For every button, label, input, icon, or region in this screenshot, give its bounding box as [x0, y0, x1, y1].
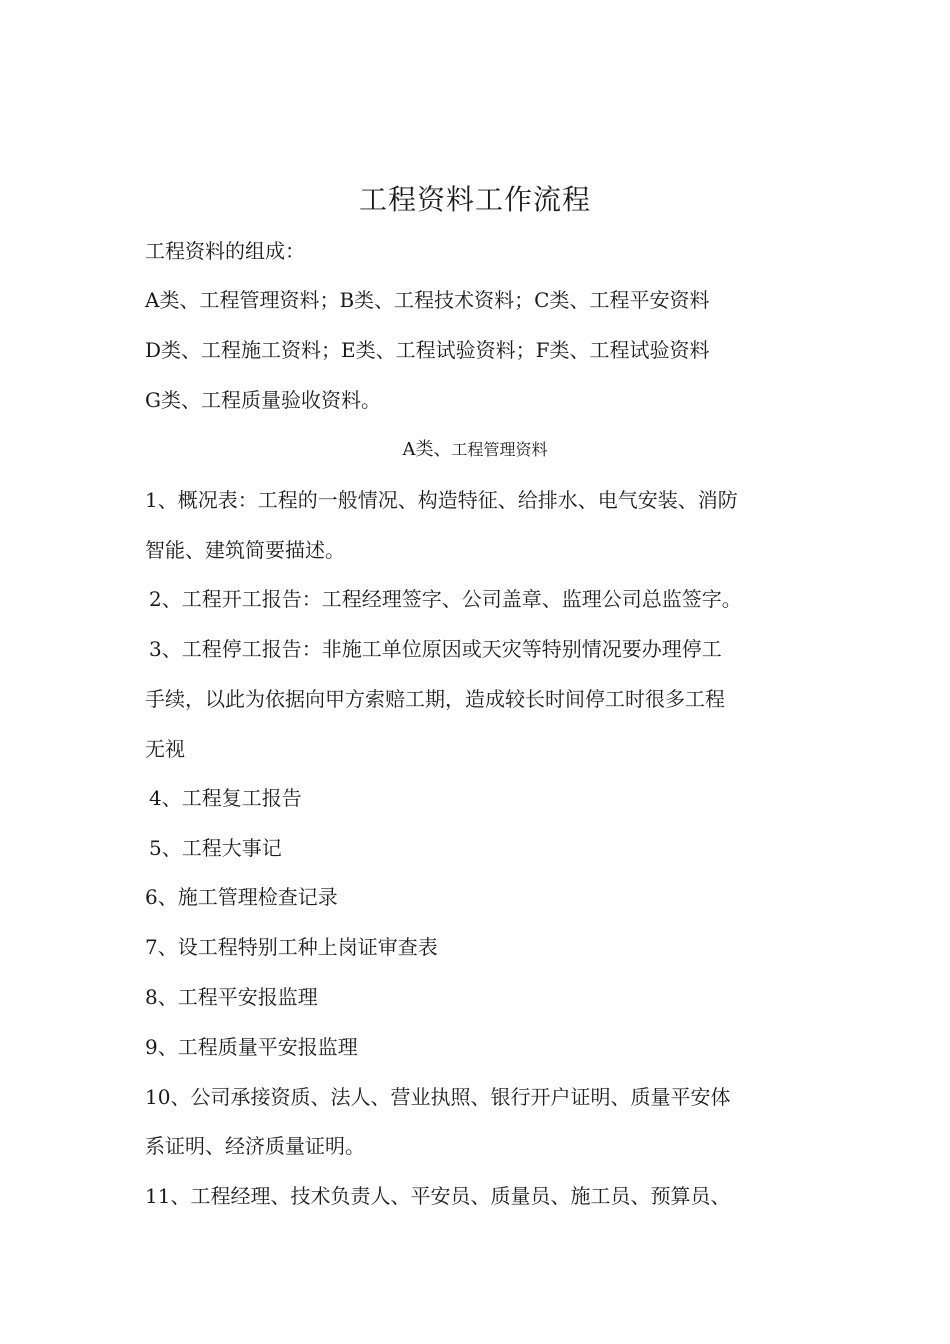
intro-text: 工程资料的组成： [145, 239, 305, 263]
list-item: 7、设工程特别工种上岗证审查表 [145, 935, 438, 959]
list-item: 10、公司承接资质、法人、营业执照、银行开户证明、质量平安体 [145, 1085, 731, 1109]
list-item: 1、概况表：工程的一般情况、构造特征、给排水、电气安装、消防 [145, 488, 738, 512]
list-item: 无视 [145, 737, 185, 761]
list-item: 4、工程复工报告 [149, 786, 302, 810]
list-item: 智能、建筑简要描述。 [145, 538, 345, 562]
category-line: A类、工程管理资料；B类、工程技术资料；C类、工程平安资料 [145, 288, 710, 312]
list-item: 11、工程经理、技术负责人、平安员、质量员、施工员、预算员、 [145, 1184, 731, 1208]
list-item: 2、工程开工报告：工程经理签字、公司盖章、监理公司总监签字。 [149, 587, 742, 611]
section-heading-prefix: A类、 [402, 439, 452, 460]
list-item: 5、工程大事记 [149, 836, 282, 860]
list-item: 6、施工管理检查记录 [145, 885, 338, 909]
document-title: 工程资料工作流程 [358, 183, 591, 216]
list-item: 手续，以此为依据向甲方索赔工期，造成较长时间停工时很多工程 [145, 687, 725, 711]
category-line: G类、工程质量验收资料。 [145, 388, 381, 412]
list-item: 8、工程平安报监理 [145, 985, 318, 1009]
list-item: 3、工程停工报告：非施工单位原因或天灾等特别情况要办理停工 [149, 637, 722, 661]
category-line: D类、工程施工资料；E类、工程试验资料；F类、工程试验资料 [145, 338, 710, 362]
list-item: 系证明、经济质量证明。 [145, 1134, 365, 1158]
section-heading-text: 工程管理资料 [451, 440, 548, 459]
section-heading [0, 436, 950, 464]
list-item: 9、工程质量平安报监理 [145, 1035, 358, 1059]
